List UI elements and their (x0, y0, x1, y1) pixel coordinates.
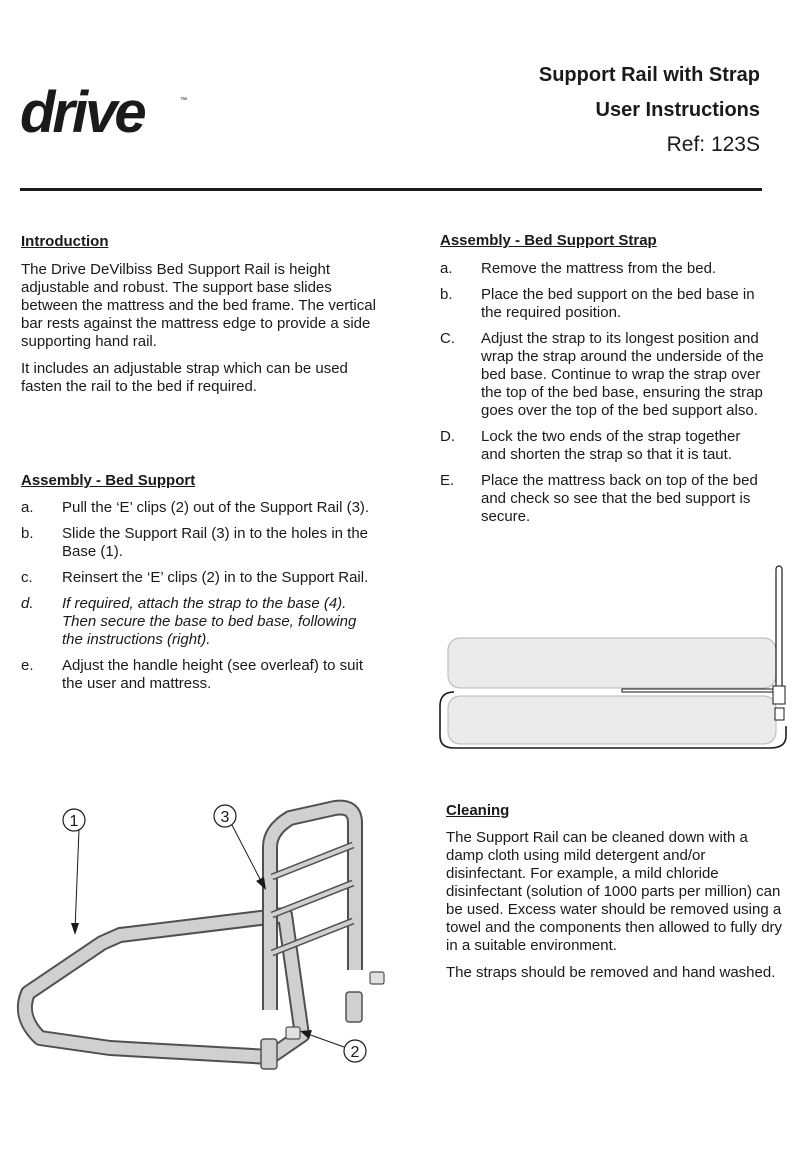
step-text: Reinsert the ‘E’ clips (2) in to the Support Rail. (62, 569, 369, 586)
introduction-paragraph: The Drive DeVilbiss Bed Support Rail is height adjustable and robust. The support base slides between the mattress and the bed frame. The vertical bar rests against the mattress edge to provide a side supporting hand rail. (21, 261, 376, 350)
step-text: Adjust the handle height (see overleaf) to suit the user and mattress. (62, 657, 364, 692)
list-item (440, 330, 765, 420)
step-text: Slide the Support Rail (3) in to the holes in the Base (1). (62, 525, 369, 560)
mattress-illustration (448, 638, 776, 688)
step-text: Place the mattress back on top of the bed and check so see that the bed support is secure. (481, 472, 758, 525)
step-text: Adjust the strap to its longest position and wrap the strap around the underside of the bed base. Continue to wrap the strap over the top of the bed base, ensuring the strap goes over the top of the bed support also. (481, 330, 764, 419)
vertical-rail (776, 566, 782, 694)
callout-2-leader (305, 1033, 344, 1047)
e-clip-right (370, 972, 384, 984)
step-text: Lock the two ends of the strap together and shorten the strap so that it is taut. (481, 428, 741, 463)
step-label: C. (440, 330, 455, 347)
list-item (21, 595, 371, 649)
callout-1-label: 1 (69, 813, 79, 830)
step-label: b. (440, 286, 453, 303)
document-title: Support Rail with Strap (538, 64, 760, 86)
step-label: c. (21, 569, 33, 586)
introduction-heading: Introduction (21, 233, 109, 250)
bed-base-illustration (448, 696, 776, 744)
socket-right (346, 992, 362, 1022)
logo-text: drive (20, 84, 144, 144)
base-frame (25, 915, 302, 1057)
trademark-symbol: ™ (180, 97, 187, 104)
bed-support-diagram (10, 795, 410, 1085)
step-label: D. (440, 428, 455, 445)
rail-sleeve (773, 686, 785, 704)
step-label: b. (21, 525, 34, 542)
callout-3-label: 3 (220, 809, 230, 826)
cleaning-paragraph: The Support Rail can be cleaned down with a damp cloth using mild detergent and/or disinfectant. For example, a mild chloride disinfectant (solution of 1000 parts per million) can be used. Excess water should be removed using a towel and the components then allowed to fully dry in a suitable environment. (446, 829, 783, 954)
step-label: a. (21, 499, 34, 516)
step-text: Place the bed support on the bed base in the required position. (481, 286, 755, 321)
document-ref: Ref: 123S (666, 133, 760, 156)
callout-2-label: 2 (350, 1044, 360, 1061)
list-item (440, 286, 765, 322)
list-item (21, 525, 371, 561)
callout-1-leader (75, 830, 79, 930)
document-subtitle: User Instructions (595, 99, 760, 121)
step-text: If required, attach the strap to the base (4). Then secure the base to bed base, following the instructions (right). (62, 595, 357, 648)
support-base-bar (622, 689, 778, 692)
list-item (440, 260, 765, 278)
strap-diagram (436, 560, 796, 760)
assembly-strap-section (440, 232, 765, 534)
cleaning-section (446, 802, 786, 991)
callout-1-arrowhead (71, 923, 79, 935)
rail-clip (775, 708, 784, 720)
e-clip-left (286, 1027, 300, 1039)
step-label: E. (440, 472, 455, 489)
header-divider (20, 188, 762, 191)
list-item (21, 569, 371, 587)
step-label: a. (440, 260, 453, 277)
list-item (21, 657, 371, 693)
introduction-section (21, 233, 381, 405)
callout-3-leader (232, 825, 262, 883)
assembly-support-section (21, 472, 371, 701)
list-item (440, 472, 765, 526)
assembly-support-heading: Assembly - Bed Support (21, 472, 196, 489)
cleaning-paragraph: The straps should be removed and hand washed. (446, 964, 776, 981)
cleaning-heading: Cleaning (446, 802, 510, 819)
list-item (440, 428, 765, 464)
step-label: e. (21, 657, 34, 674)
list-item (21, 499, 371, 517)
drive-logo (18, 84, 193, 144)
rail-bar-2-fill (272, 883, 353, 915)
step-text: Pull the ‘E’ clips (2) out of the Support Rail (3). (62, 499, 370, 516)
assembly-strap-heading: Assembly - Bed Support Strap (440, 232, 657, 249)
socket-left (261, 1039, 277, 1069)
introduction-paragraph: It includes an adjustable strap which can be used fasten the rail to the bed if required. (21, 360, 348, 395)
rail-bar-1-fill (272, 845, 353, 877)
step-label: d. (21, 595, 34, 612)
step-text: Remove the mattress from the bed. (481, 260, 717, 277)
